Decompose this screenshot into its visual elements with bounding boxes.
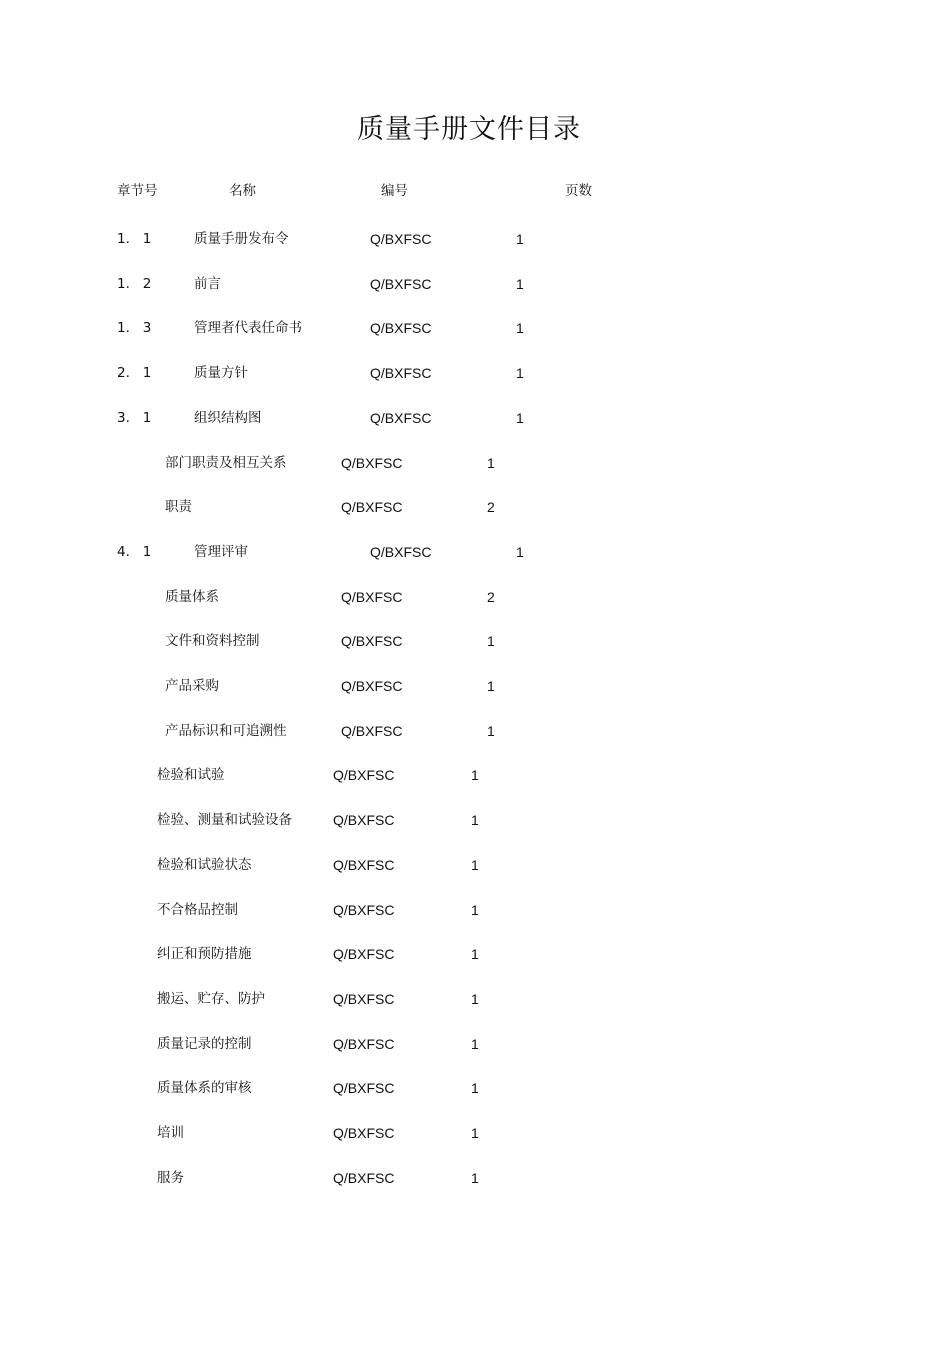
toc-item-name: 质量手册发布令 xyxy=(194,231,289,247)
toc-item-code: Q/BXFSC xyxy=(341,589,403,605)
toc-row xyxy=(0,1168,950,1188)
toc-row xyxy=(0,989,950,1009)
toc-row xyxy=(0,765,950,785)
toc-row xyxy=(0,676,950,696)
toc-item-page-count: 1 xyxy=(471,812,479,828)
toc-row xyxy=(0,1123,950,1143)
toc-row xyxy=(0,855,950,875)
toc-item-code: Q/BXFSC xyxy=(333,991,395,1007)
toc-item-page-count: 1 xyxy=(516,276,524,292)
header-code: 编号 xyxy=(381,183,408,199)
toc-item-name: 部门职责及相互关系 xyxy=(165,455,287,471)
toc-row xyxy=(0,542,950,562)
toc-item-name: 产品标识和可追溯性 xyxy=(165,723,287,739)
toc-row xyxy=(0,408,950,428)
toc-row xyxy=(0,1078,950,1098)
toc-item-code: Q/BXFSC xyxy=(333,1036,395,1052)
toc-item-name: 管理评审 xyxy=(194,544,248,560)
toc-item-name: 前言 xyxy=(194,276,221,292)
toc-item-name: 不合格品控制 xyxy=(157,902,238,918)
toc-item-name: 质量方针 xyxy=(194,365,248,381)
toc-item-page-count: 1 xyxy=(471,902,479,918)
toc-item-code: Q/BXFSC xyxy=(333,946,395,962)
toc-item-code: Q/BXFSC xyxy=(370,231,432,247)
toc-item-page-count: 1 xyxy=(516,365,524,381)
toc-item-code: Q/BXFSC xyxy=(341,499,403,515)
toc-row xyxy=(0,318,950,338)
toc-item-code: Q/BXFSC xyxy=(370,320,432,336)
toc-item-code: Q/BXFSC xyxy=(333,767,395,783)
toc-item-name: 职责 xyxy=(165,499,192,515)
toc-item-page-count: 2 xyxy=(487,589,495,605)
toc-section-number: 4. 1 xyxy=(117,544,152,560)
toc-item-name: 管理者代表任命书 xyxy=(194,320,302,336)
toc-item-page-count: 1 xyxy=(471,1170,479,1186)
toc-item-code: Q/BXFSC xyxy=(341,723,403,739)
toc-row xyxy=(0,453,950,473)
toc-item-name: 组织结构图 xyxy=(194,410,262,426)
toc-row xyxy=(0,631,950,651)
toc-item-code: Q/BXFSC xyxy=(370,544,432,560)
toc-item-name: 培训 xyxy=(157,1125,184,1141)
toc-section-number: 1. 1 xyxy=(117,231,152,247)
toc-item-page-count: 1 xyxy=(516,410,524,426)
toc-item-page-count: 1 xyxy=(471,767,479,783)
toc-item-name: 服务 xyxy=(157,1170,184,1186)
toc-item-page-count: 1 xyxy=(487,678,495,694)
toc-item-page-count: 1 xyxy=(471,1080,479,1096)
toc-row xyxy=(0,1034,950,1054)
header-section-number: 章节号 xyxy=(117,183,158,199)
toc-section-number: 1. 3 xyxy=(117,320,152,336)
toc-item-code: Q/BXFSC xyxy=(370,410,432,426)
toc-item-name: 质量体系的审核 xyxy=(157,1080,252,1096)
toc-row xyxy=(0,810,950,830)
toc-item-code: Q/BXFSC xyxy=(333,812,395,828)
header-page-count: 页数 xyxy=(565,183,592,199)
toc-item-code: Q/BXFSC xyxy=(333,902,395,918)
toc-item-page-count: 1 xyxy=(487,633,495,649)
toc-row xyxy=(0,721,950,741)
toc-row xyxy=(0,363,950,383)
toc-row xyxy=(0,274,950,294)
toc-section-number: 1. 2 xyxy=(117,276,152,292)
toc-row xyxy=(0,497,950,517)
toc-row xyxy=(0,900,950,920)
toc-item-page-count: 1 xyxy=(516,320,524,336)
toc-item-code: Q/BXFSC xyxy=(333,1170,395,1186)
toc-item-code: Q/BXFSC xyxy=(341,678,403,694)
toc-section-number: 3. 1 xyxy=(117,410,152,426)
toc-item-name: 文件和资料控制 xyxy=(165,633,260,649)
toc-item-name: 质量体系 xyxy=(165,589,219,605)
toc-item-page-count: 1 xyxy=(516,544,524,560)
toc-item-page-count: 1 xyxy=(471,857,479,873)
toc-item-name: 检验和试验状态 xyxy=(157,857,252,873)
toc-section-number: 2. 1 xyxy=(117,365,152,381)
document-title: 质量手册文件目录 xyxy=(357,114,581,145)
toc-item-code: Q/BXFSC xyxy=(341,633,403,649)
toc-item-name: 质量记录的控制 xyxy=(157,1036,252,1052)
toc-item-page-count: 2 xyxy=(487,499,495,515)
toc-item-code: Q/BXFSC xyxy=(370,276,432,292)
toc-item-page-count: 1 xyxy=(487,723,495,739)
toc-item-code: Q/BXFSC xyxy=(333,1125,395,1141)
toc-item-page-count: 1 xyxy=(471,991,479,1007)
toc-item-page-count: 1 xyxy=(471,946,479,962)
toc-item-code: Q/BXFSC xyxy=(333,1080,395,1096)
toc-item-page-count: 1 xyxy=(471,1125,479,1141)
toc-item-page-count: 1 xyxy=(516,231,524,247)
toc-item-name: 纠正和预防措施 xyxy=(157,946,252,962)
toc-item-code: Q/BXFSC xyxy=(370,365,432,381)
toc-row xyxy=(0,229,950,249)
toc-item-page-count: 1 xyxy=(487,455,495,471)
header-name: 名称 xyxy=(229,183,256,199)
toc-item-code: Q/BXFSC xyxy=(333,857,395,873)
toc-item-code: Q/BXFSC xyxy=(341,455,403,471)
toc-item-name: 搬运、贮存、防护 xyxy=(157,991,265,1007)
toc-item-name: 检验、测量和试验设备 xyxy=(157,812,292,828)
toc-item-name: 检验和试验 xyxy=(157,767,225,783)
toc-row xyxy=(0,944,950,964)
toc-item-name: 产品采购 xyxy=(165,678,219,694)
toc-item-page-count: 1 xyxy=(471,1036,479,1052)
toc-row xyxy=(0,587,950,607)
